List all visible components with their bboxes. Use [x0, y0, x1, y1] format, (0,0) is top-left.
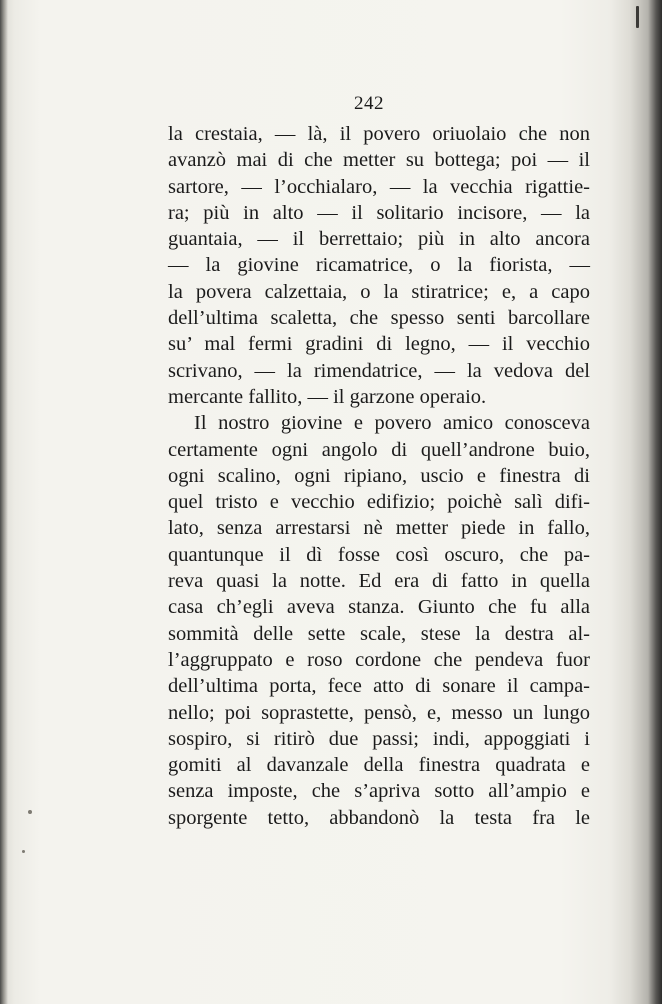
text-line: sommità delle sette scale, stese la destra al- — [168, 622, 590, 645]
text-line: su’ mal fermi gradini di legno, — il vecchio — [168, 333, 590, 356]
text-line: casa ch’egli aveva stanza. Giunto che fu alla — [168, 596, 590, 619]
paper-speck — [28, 810, 32, 814]
text-line: la povera calzettaia, o la stiratrice; e, a capo — [168, 280, 590, 303]
text-line: scrivano, — la rimendatrice, — la vedova del — [168, 359, 590, 382]
text-line: certamente ogni angolo di quell’androne buio, — [168, 438, 590, 461]
text-line: ra; più in alto — il solitario incisore, — la — [168, 201, 590, 224]
paragraph-start-line: Il nostro giovine e povero amico conosceva — [194, 412, 590, 435]
text-line: — la giovine ricamatrice, o la fiorista, — — [168, 254, 590, 277]
body-text — [168, 121, 590, 831]
page-number: 242 — [354, 93, 384, 114]
text-line: senza imposte, che s’apriva sotto all’ampio e — [168, 780, 590, 803]
text-line: avanzò mai di che metter su bottega; poi — il — [168, 149, 590, 172]
text-line: l’aggruppato e roso cordone che pendeva fuor — [168, 648, 590, 671]
text-line: la crestaia, — là, il povero oriuolaio che non — [168, 123, 590, 145]
text-line: dell’ultima scaletta, che spesso senti barcollare — [168, 307, 590, 330]
text-line: guantaia, — il berrettaio; più in alto ancora — [168, 228, 590, 251]
text-line: sartore, — l’occhialaro, — la vecchia rigattie- — [168, 175, 590, 198]
page-left-edge — [0, 0, 8, 1004]
text-line: lato, senza arrestarsi nè metter piede in fallo, — [168, 517, 590, 540]
page-right-shadow — [630, 0, 662, 1004]
paragraph-end-line: mercante fallito, — il garzone operaio. — [168, 385, 487, 408]
text-line: gomiti al davanzale della finestra quadrata e — [168, 754, 590, 777]
text-line: quel tristo e vecchio edifizio; poichè salì difi- — [168, 491, 590, 514]
text-line: dell’ultima porta, fece atto di sonare il campa- — [168, 675, 590, 698]
text-line: reva quasi la notte. Ed era di fatto in quella — [168, 570, 590, 593]
text-line: quantunque il dì fosse così oscuro, che pa- — [168, 543, 590, 566]
paper-speck — [636, 6, 639, 28]
text-line: nello; poi soprastette, pensò, e, messo un lungo — [168, 701, 590, 724]
text-line: sospiro, si ritirò due passi; indi, appoggiati i — [168, 727, 590, 750]
text-line: ogni scalino, ogni ripiano, uscio e finestra di — [168, 464, 590, 487]
paper-speck — [22, 850, 25, 853]
text-line: sporgente tetto, abbandonò la testa fra le — [168, 806, 590, 829]
